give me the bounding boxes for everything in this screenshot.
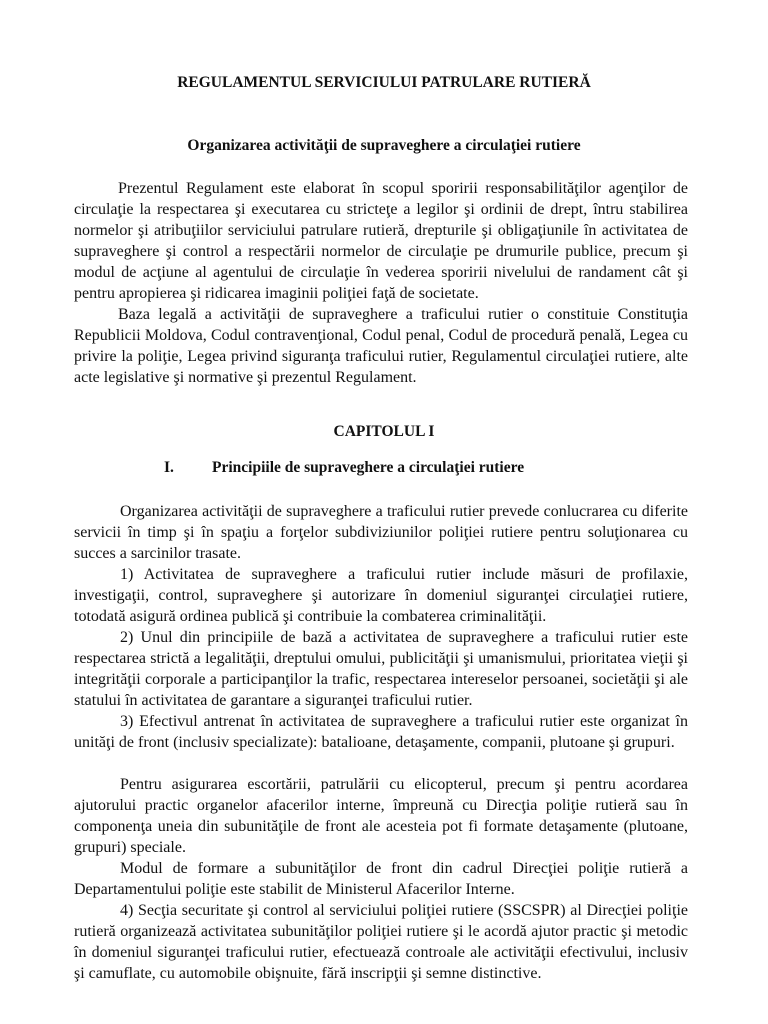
document-title: REGULAMENTUL SERVICIULUI PATRULARE RUTIERĂ bbox=[177, 74, 591, 91]
body-paragraph: Pentru asigurarea escortării, patrulării cu elicopterul, precum şi pentru acordarea ajutorului practic organelor afacerilor interne, împreună cu Direcţia poliţie rutieră sau în componenţa uneia din subunităţile de front ale acesteia pot fi formate detaşamente (plutoane, grupuri) speciale. bbox=[74, 776, 688, 856]
document-subtitle: Organizarea activităţii de supraveghere a circulaţiei rutiere bbox=[187, 137, 581, 154]
body-paragraph: 1) Activitatea de supraveghere a traficului rutier include măsuri de profilaxie, investigaţii, control, supraveghere şi autorizare în domeniul siguranţei circulaţiei rutiere, totodată asigură ordinea publică şi contribuie la combaterea criminalităţii. bbox=[74, 566, 688, 625]
chapter-heading: CAPITOLUL I bbox=[333, 423, 435, 440]
intro-paragraph: Prezentul Regulament este elaborat în scopul sporirii responsabilităţilor agenţilor de circulaţie la respectarea şi executarea cu stricteţe a legilor şi ordinii de drept, întru stabilirea normelor şi atribuţiilor serviciului patrulare rutieră, drepturile şi obligaţiunile în activitatea de supraveghere şi control a respectării normelor de circulaţie pe drumurile publice, precum şi modul de acţiune al agentului de circulaţie în vederea sporirii nivelului de randament cât şi pentru apropierea şi ridicarea imaginii poliţiei faţă de societate. bbox=[74, 180, 688, 302]
intro-paragraph: Baza legală a activităţii de supraveghere a traficului rutier o constituie Constituţia Republicii Moldova, Codul contravenţional, Codul penal, Codul de procedură penală, Legea cu privire la poliţie, Legea privind siguranţa traficului rutier, Regulamentul circulaţiei rutiere, alte acte legislative şi normative şi prezentul Regulament. bbox=[74, 306, 688, 386]
section-title: Principiile de supraveghere a circulaţiei rutiere bbox=[212, 459, 525, 476]
section-number: I. bbox=[164, 459, 174, 476]
body-paragraph: 3) Efectivul antrenat în activitatea de supraveghere a traficului rutier este organizat în unităţi de front (inclusiv specializate): batalioane, detaşamente, companii, plutoane şi grupuri. bbox=[74, 713, 688, 751]
body-paragraph: 4) Secţia securitate şi control al serviciului poliţiei rutiere (SSCSPR) al Direcţiei poliţie rutieră organizează activitatea subunităţilor poliţiei rutiere şi le acordă ajutor practic şi metodic în domeniul siguranţei traficului rutier, efectuează controale ale activităţii efectivului, inclusiv şi camuflate, cu automobile obişnuite, fără inscripţii şi semne distinctive. bbox=[74, 902, 688, 982]
body-paragraph: Modul de formare a subunităţilor de front din cadrul Direcţiei poliţie rutieră a Departamentului poliţie este stabilit de Ministerul Afacerilor Interne. bbox=[74, 860, 688, 898]
body-paragraph: 2) Unul din principiile de bază a activitatea de supraveghere a traficului rutier este respectarea strictă a legalităţii, dreptului omului, publicităţii şi umanismului, prioritatea vieţii şi integrităţii corporale a participanţilor la trafic, respectarea intereselor persoanei, societăţii şi ale statului în activitatea de garantare a siguranţei traficului rutier. bbox=[74, 629, 688, 709]
section-heading bbox=[0, 459, 768, 479]
body-paragraph: Organizarea activităţii de supraveghere a traficului rutier prevede conlucrarea cu diferite servicii în timp şi în spaţiu a forţelor subdiviziunilor poliţiei rutiere pentru soluţionarea cu succes a sarcinilor trasate. bbox=[74, 503, 688, 562]
